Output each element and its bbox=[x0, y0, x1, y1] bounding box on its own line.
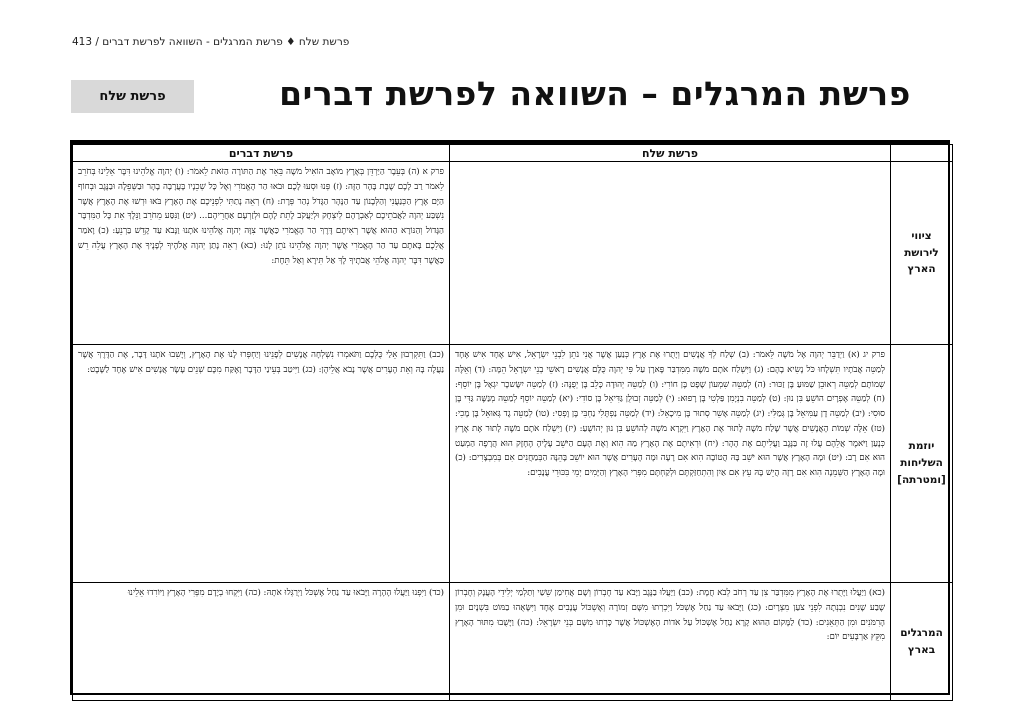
comparison-table-frame bbox=[70, 140, 950, 695]
table-row bbox=[73, 345, 953, 583]
running-head: פרשת שלח ♦ פרשת המרגלים - השוואה לפרשת דברים / 413 bbox=[72, 36, 350, 48]
table-row bbox=[73, 162, 953, 345]
row-label: המרגלים בארץ bbox=[891, 583, 953, 701]
comparison-table bbox=[72, 144, 953, 701]
dvarim-text: (כד) וַיִּפְנוּ וַיַּעֲלוּ הָהָרָה וַיָּבֹאוּ עַד נַחַל אֶשְׁכֹּל וַיְרַגְּלוּ אֹתָהּ: (כה) וַיִּקְחוּ בְיָדָם מִפְּרִי הָאָרֶץ וַיּוֹרִדוּ אֵלֵינוּ bbox=[73, 583, 450, 701]
shelach-text bbox=[450, 162, 891, 345]
table-header-row bbox=[73, 145, 953, 162]
dvarim-text: (כב) וַתִּקְרְבוּן אֵלַי כֻּלְּכֶם וַתֹּאמְרוּ נִשְׁלְחָה אֲנָשִׁים לְפָנֵינוּ וְיַחְפְּרוּ לָנוּ אֶת הָאָרֶץ, וְיָשִׁבוּ אֹתָנוּ דָּבָר, אֶת הַדֶּרֶךְ אֲשֶׁר נַעֲלֶה בָּהּ וְאֵת הֶעָרִים אֲשֶׁר נָבֹא אֲלֵיהֶן: (כג) וַיִּיטַב בְּעֵינַי הַדָּבָר וָאֶקַּח מִכֶּם שְׁנֵים עָשָׂר אֲנָשִׁים אִישׁ אֶחָד לַשָּׁבֶט: bbox=[73, 345, 450, 583]
parasha-tag: פרשת שלח bbox=[71, 80, 194, 113]
table-row bbox=[73, 583, 953, 701]
header-label-column bbox=[891, 145, 953, 162]
header-shelach: פרשת שלח bbox=[450, 145, 891, 162]
dvarim-text: פרק א (ה) בְּעֵבֶר הַיַּרְדֵּן בְּאֶרֶץ מוֹאָב הוֹאִיל מֹשֶׁה בֵּאֵר אֶת הַתּוֹרָה הַזֹּאת לֵאמֹר: (ו) יְהוָה אֱלֹהֵינוּ דִּבֶּר אֵלֵינוּ בְּחֹרֵב לֵאמֹר רַב לָכֶם שֶׁבֶת בָּהָר הַזֶּה: (ז) פְּנוּ וּסְעוּ לָכֶם וּבֹאוּ הַר הָאֱמֹרִי וְאֶל כָּל שְׁכֵנָיו בָּעֲרָבָה בָהָר וּבַשְּׁפֵלָה וּבַנֶּגֶב וּבְחוֹף הַיָּם אֶרֶץ הַכְּנַעֲנִי וְהַלְּבָנוֹן עַד הַנָּהָר הַגָּדֹל נְהַר פְּרָת: (ח) רְאֵה נָתַתִּי לִפְנֵיכֶם אֶת הָאָרֶץ בֹּאוּ וּרְשׁוּ אֶת הָאָרֶץ אֲשֶׁר נִשְׁבַּע יְהוָה לַאֲבֹתֵיכֶם לְאַבְרָהָם לְיִצְחָק וּלְיַעֲקֹב לָתֵת לָהֶם וּלְזַרְעָם אַחֲרֵיהֶם... (יט) וַנִּסַּע מֵחֹרֵב וַנֵּלֶךְ אֵת כָּל הַמִּדְבָּר הַגָּדוֹל וְהַנּוֹרָא הַהוּא אֲשֶׁר רְאִיתֶם דֶּרֶךְ הַר הָאֱמֹרִי כַּאֲשֶׁר צִוָּה יְהוָה אֱלֹהֵינוּ אֹתָנוּ וַנָּבֹא עַד קָדֵשׁ בַּרְנֵעַ: (כ) וָאֹמַר אֲלֵכֶם בָּאתֶם עַד הַר הָאֱמֹרִי אֲשֶׁר יְהוָה אֱלֹהֵינוּ נֹתֵן לָנוּ: (כא) רְאֵה נָתַן יְהוָה אֱלֹהֶיךָ לְפָנֶיךָ אֶת הָאָרֶץ עֲלֵה רֵשׁ כַּאֲשֶׁר דִּבֶּר יְהוָה אֱלֹהֵי אֲבֹתֶיךָ לָךְ אַל תִּירָא וְאַל תֵּחָת: bbox=[73, 162, 450, 345]
shelach-text: פרק יג (א) וַיְדַבֵּר יְהוָה אֶל מֹשֶׁה לֵּאמֹר: (ב) שְׁלַח לְךָ אֲנָשִׁים וְיָתֻרוּ אֶת אֶרֶץ כְּנַעַן אֲשֶׁר אֲנִי נֹתֵן לִבְנֵי יִשְׂרָאֵל, אִישׁ אֶחָד אִישׁ אֶחָד לְמַטֵּה אֲבֹתָיו תִּשְׁלָחוּ כֹּל נָשִׂיא בָהֶם: (ג) וַיִּשְׁלַח אֹתָם מֹשֶׁה מִמִּדְבַּר פָּארָן עַל פִּי יְהוָה כֻּלָּם אֲנָשִׁים רָאשֵׁי בְנֵי יִשְׂרָאֵל הֵמָּה: (ד) וְאֵלֶּה שְׁמוֹתָם לְמַטֵּה רְאוּבֵן שַׁמּוּעַ בֶּן זַכּוּר: (ה) לְמַטֵּה שִׁמְעוֹן שָׁפָט בֶּן חוֹרִי: (ו) לְמַטֵּה יְהוּדָה כָּלֵב בֶּן יְפֻנֶּה: (ז) לְמַטֵּה יִשָּׂשכָר יִגְאָל בֶּן יוֹסֵף: (ח) לְמַטֵּה אֶפְרָיִם הוֹשֵׁעַ בִּן נוּן: (ט) לְמַטֵּה בִנְיָמִן פַּלְטִי בֶּן רָפוּא: (י) לְמַטֵּה זְבוּלֻן גַּדִּיאֵל בֶּן סוֹדִי: (יא) לְמַטֵּה יוֹסֵף לְמַטֵּה מְנַשֶּׁה גַּדִּי בֶּן סוּסִי: (יב) לְמַטֵּה דָן עַמִּיאֵל בֶּן גְּמַלִּי: (יג) לְמַטֵּה אָשֵׁר סְתוּר בֶּן מִיכָאֵל: (יד) לְמַטֵּה נַפְתָּלִי נַחְבִּי בֶּן וָפְסִי: (טו) לְמַטֵּה גָד גְּאוּאֵל בֶּן מָכִי: (טז) אֵלֶּה שְׁמוֹת הָאֲנָשִׁים אֲשֶׁר שָׁלַח מֹשֶׁה לָתוּר אֶת הָאָרֶץ וַיִּקְרָא מֹשֶׁה לְהוֹשֵׁעַ בִּן נוּן יְהוֹשֻׁעַ: (יז) וַיִּשְׁלַח אֹתָם מֹשֶׁה לָתוּר אֶת אֶרֶץ כְּנָעַן וַיֹּאמֶר אֲלֵהֶם עֲלוּ זֶה בַּנֶּגֶב וַעֲלִיתֶם אֶת הָהָר: (יח) וּרְאִיתֶם אֶת הָאָרֶץ מַה הִוא וְאֶת הָעָם הַיֹּשֵׁב עָלֶיהָ הֶחָזָק הוּא הֲרָפֶה הַמְעַט הוּא אִם רָב: (יט) וּמָה הָאָרֶץ אֲשֶׁר הוּא יֹשֵׁב בָּהּ הֲטוֹבָה הִוא אִם רָעָה וּמָה הֶעָרִים אֲשֶׁר הוּא יוֹשֵׁב בָּהֵנָּה הַבְּמַחֲנִים אִם בְּמִבְצָרִים: (כ) וּמָה הָאָרֶץ הַשְּׁמֵנָה הִוא אִם רָזָה הֲיֵשׁ בָּהּ עֵץ אִם אַיִן וְהִתְחַזַּקְתֶּם וּלְקַחְתֶּם מִפְּרִי הָאָרֶץ וְהַיָּמִים יְמֵי בִּכּוּרֵי עֲנָבִים: bbox=[450, 345, 891, 583]
header-dvarim: פרשת דברים bbox=[73, 145, 450, 162]
row-label: ציווי לירושת הארץ bbox=[891, 162, 953, 345]
page-title: פרשת המרגלים – השוואה לפרשת דברים bbox=[279, 74, 911, 113]
row-label: יוזמת השליחות [ומטרתה] bbox=[891, 345, 953, 583]
shelach-text: (כא) וַיַּעֲלוּ וַיָּתֻרוּ אֶת הָאָרֶץ מִמִּדְבַּר צִן עַד רְחֹב לְבֹא חֲמָת: (כב) וַיַּעֲלוּ בַנֶּגֶב וַיָּבֹא עַד חֶבְרוֹן וְשָׁם אֲחִימַן שֵׁשַׁי וְתַלְמַי יְלִידֵי הָעֲנָק וְחֶבְרוֹן שֶׁבַע שָׁנִים נִבְנְתָה לִפְנֵי צֹעַן מִצְרָיִם: (כג) וַיָּבֹאוּ עַד נַחַל אֶשְׁכֹּל וַיִּכְרְתוּ מִשָּׁם זְמוֹרָה וְאֶשְׁכּוֹל עֲנָבִים אֶחָד וַיִּשָּׂאֻהוּ בַמּוֹט בִּשְׁנָיִם וּמִן הָרִמֹּנִים וּמִן הַתְּאֵנִים: (כד) לַמָּקוֹם הַהוּא קָרָא נַחַל אֶשְׁכּוֹל עַל אֹדוֹת הָאֶשְׁכּוֹל אֲשֶׁר כָּרְתוּ מִשָּׁם בְּנֵי יִשְׂרָאֵל: (כה) וַיָּשֻׁבוּ מִתּוּר הָאָרֶץ מִקֵּץ אַרְבָּעִים יוֹם: bbox=[450, 583, 891, 701]
